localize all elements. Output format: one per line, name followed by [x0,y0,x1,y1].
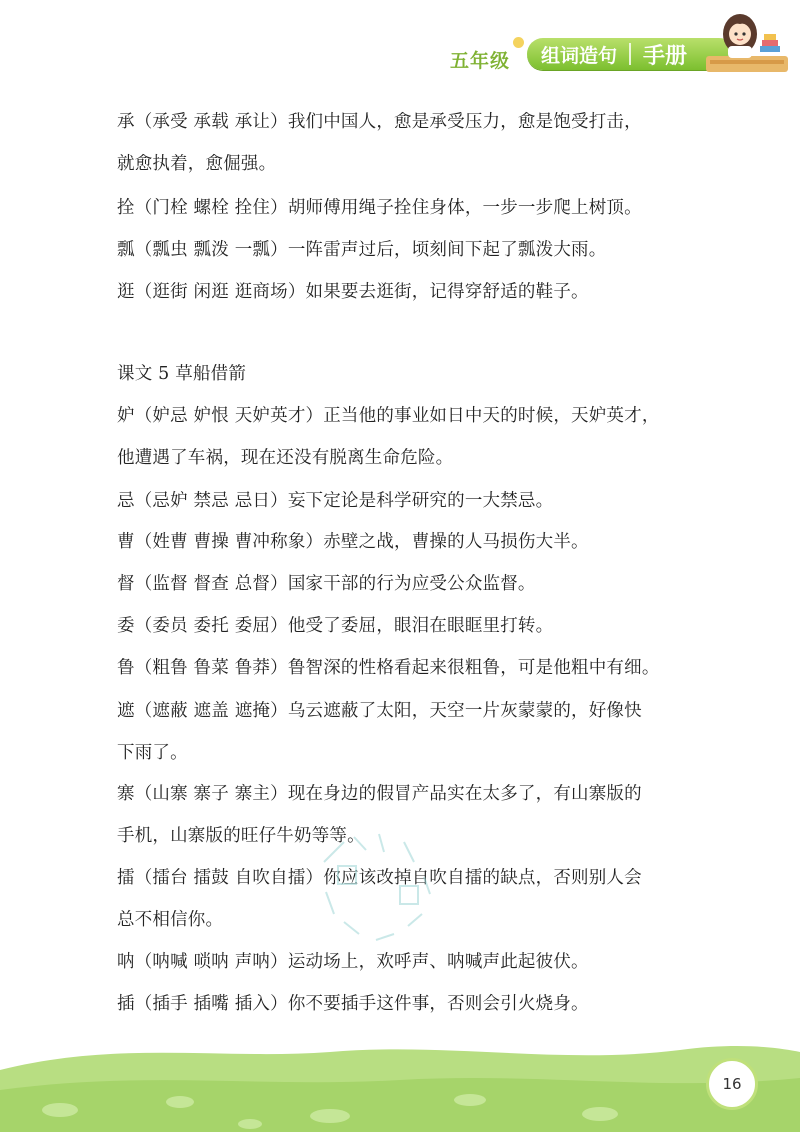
entry-line: 忌（忌妒 禁忌 忌日）妄下定论是科学研究的一大禁忌。 [117,491,554,511]
entry-line: 呐（呐喊 唢呐 声呐）运动场上，欢呼声、呐喊声此起彼伏。 [117,952,589,972]
grade-label: 五年级 [450,50,511,72]
entry-line: 他遭遇了车祸，现在还没有脱离生命危险。 [117,448,454,468]
page-header [0,0,800,80]
entry-line: 妒（妒忌 妒恨 天妒英才）正当他的事业如日中天的时候，天妒英才， [117,406,660,426]
book-title-part2: 手册 [643,43,688,69]
title-divider [629,43,631,65]
entry-line: 委（委员 委托 委屈）他受了委屈，眼泪在眼眶里打转。 [117,616,554,636]
entry-line: 总不相信你。 [117,910,224,930]
entry-line: 曹（姓曹 曹操 曹冲称象）赤壁之战，曹操的人马损伤大半。 [117,532,589,552]
page-number: 16 [706,1058,758,1110]
book-title-part1: 组词造句 [541,44,618,67]
entry-line: 拴（门栓 螺栓 拴住）胡师傅用绳子拴住身体，一步一步爬上树顶。 [117,198,642,218]
footer-hills-decoration [0,1030,800,1132]
entry-line: 就愈执着，愈倔强。 [117,154,277,174]
seal-watermark-icon [304,822,454,952]
entry-line: 逛（逛街 闲逛 逛商场）如果要去逛街，记得穿舒适的鞋子。 [117,282,589,302]
entry-line: 承（承受 承载 承让）我们中国人，愈是承受压力，愈是饱受打击， [117,112,642,132]
girl-reading-mascot-icon [706,8,788,78]
entry-line: 下雨了。 [117,743,188,763]
entry-line: 瓢（瓢虫 瓢泼 一瓢）一阵雷声过后，顷刻间下起了瓢泼大雨。 [117,240,607,260]
entry-line: 鲁（粗鲁 鲁菜 鲁莽）鲁智深的性格看起来很粗鲁，可是他粗中有细。 [117,658,660,678]
entry-line: 手机，山寨版的旺仔牛奶等等。 [117,826,365,846]
lightbulb-icon [513,37,524,48]
lesson-heading: 课文 5 草船借箭 [117,364,247,384]
entry-line: 擂（擂台 擂鼓 自吹自擂）你应该改掉自吹自擂的缺点，否则别人会 [117,868,642,888]
entry-line: 寨（山寨 寨子 寨主）现在身边的假冒产品实在太多了，有山寨版的 [117,784,642,804]
entry-line: 插（插手 插嘴 插入）你不要插手这件事，否则会引火烧身。 [117,994,589,1014]
book-title-badge [527,38,735,70]
entry-line: 遮（遮蔽 遮盖 遮掩）乌云遮蔽了太阳，天空一片灰蒙蒙的，好像快 [117,701,642,721]
entry-line: 督（监督 督查 总督）国家干部的行为应受公众监督。 [117,574,536,594]
